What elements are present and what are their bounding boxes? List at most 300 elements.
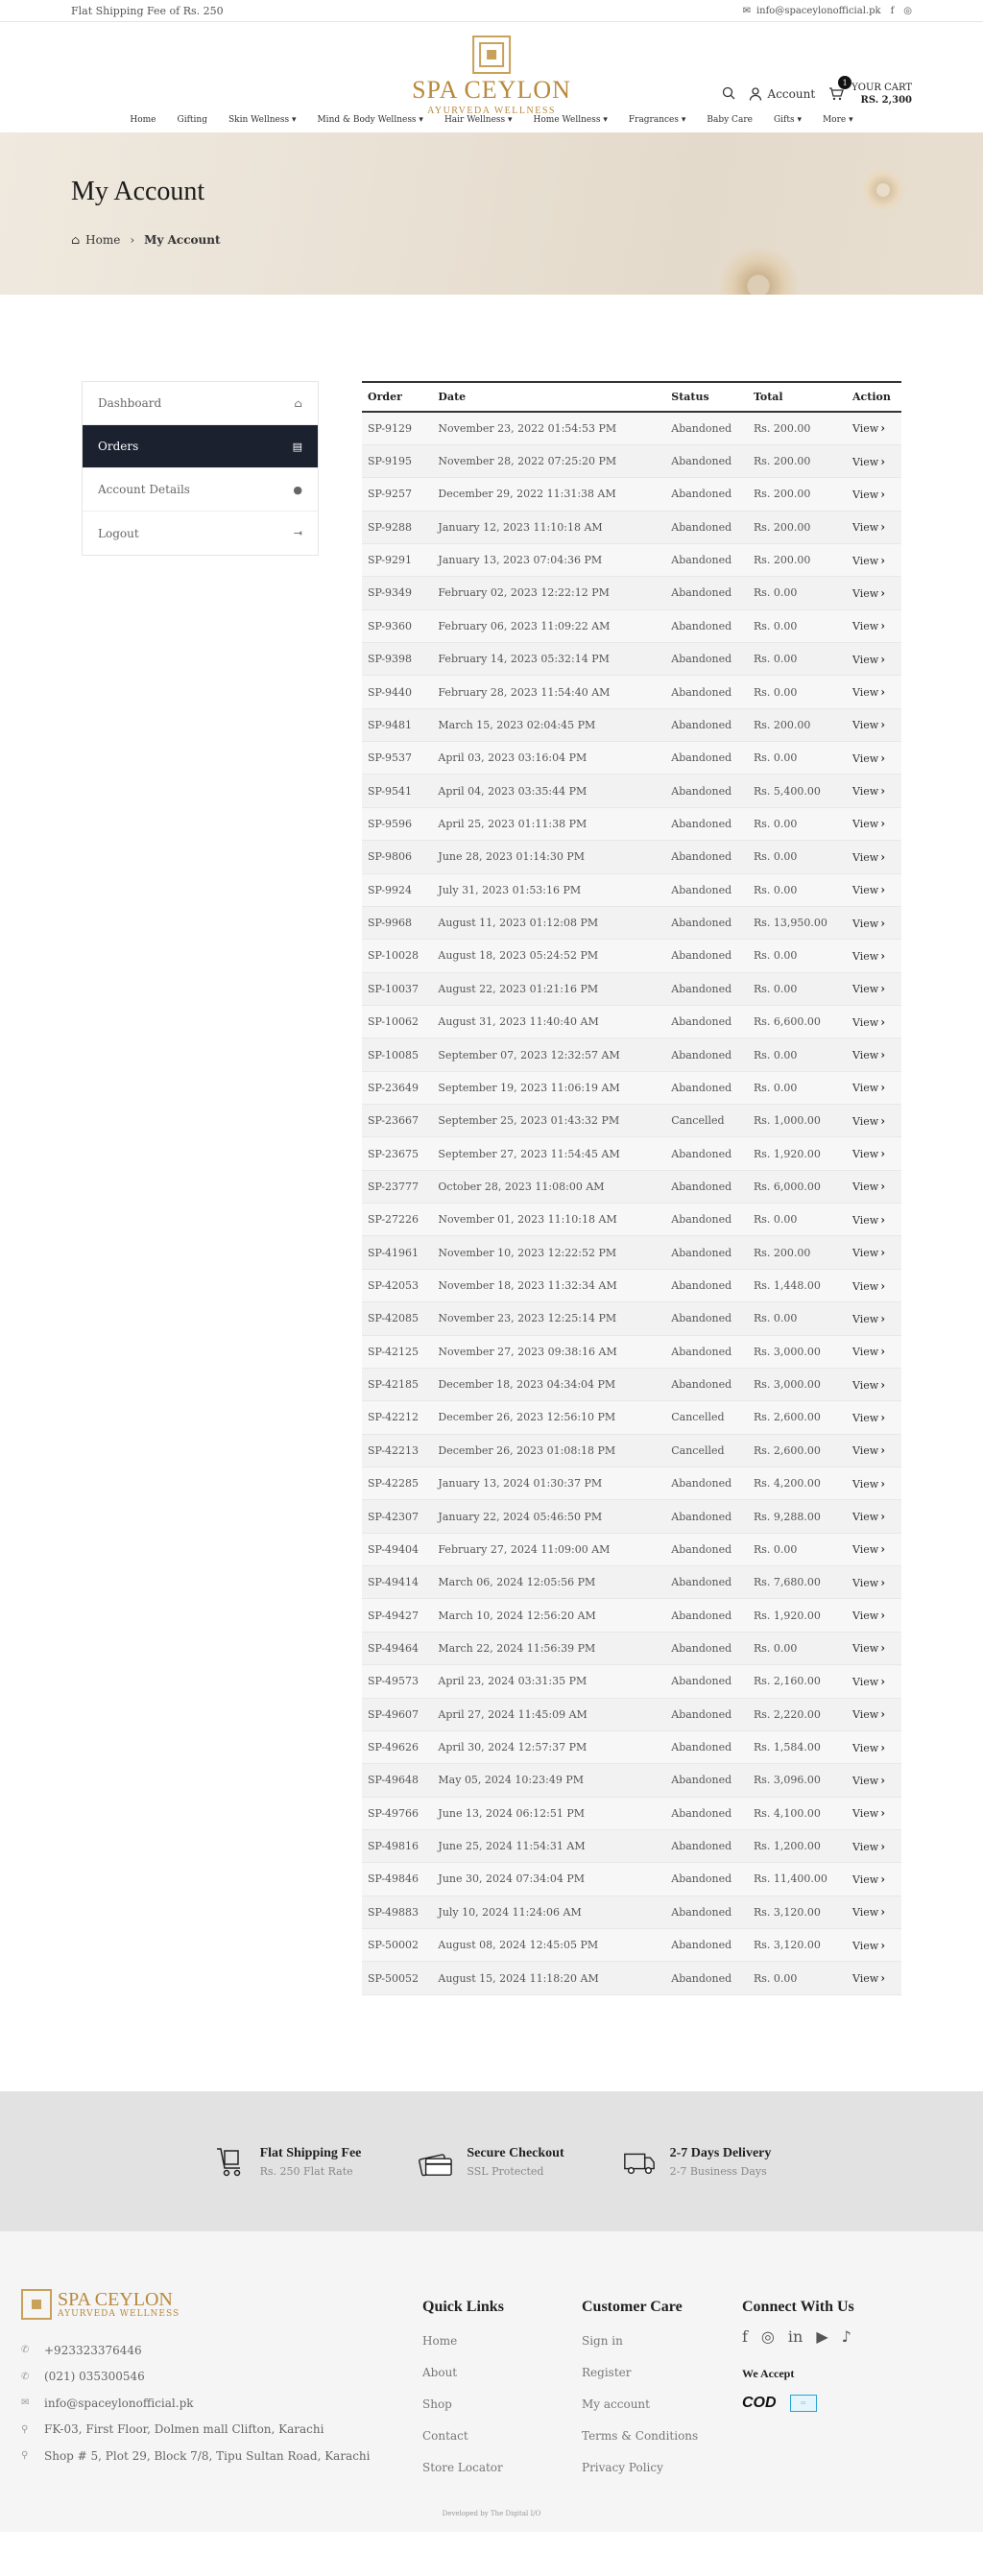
view-order-button[interactable] <box>847 841 901 873</box>
chevron-right-icon: › <box>880 454 886 468</box>
chevron-right-icon: › <box>880 948 886 963</box>
footer-link-store-locator[interactable]: Store Locator <box>422 2461 503 2474</box>
breadcrumb-home-label: Home <box>85 233 121 247</box>
order-number: SP-23675 <box>362 1137 432 1170</box>
order-date: March 10, 2024 12:56:20 AM <box>432 1599 665 1632</box>
table-row <box>362 940 901 972</box>
view-order-button[interactable] <box>847 1137 901 1170</box>
order-total: Rs. 1,920.00 <box>748 1599 847 1632</box>
view-order-button[interactable] <box>847 543 901 576</box>
order-status: Abandoned <box>665 940 748 972</box>
chevron-right-icon: › <box>880 1839 886 1853</box>
order-date: November 28, 2022 07:25:20 PM <box>432 444 665 477</box>
account-link[interactable] <box>749 87 816 101</box>
nav-home-wellness[interactable]: Home Wellness ▾ <box>533 115 608 125</box>
instagram-icon[interactable]: ◎ <box>903 5 912 16</box>
sidebar-item-logout[interactable] <box>83 512 318 555</box>
view-label: View <box>852 1247 879 1260</box>
sidebar-item-account-details[interactable] <box>83 468 318 512</box>
order-number: SP-49427 <box>362 1599 432 1632</box>
sidebar-item-label: Dashboard <box>98 396 162 410</box>
order-number: SP-10062 <box>362 1005 432 1038</box>
view-order-button[interactable] <box>847 1764 901 1797</box>
view-order-button[interactable] <box>847 873 901 906</box>
order-number: SP-9195 <box>362 444 432 477</box>
orders-table <box>362 381 901 1995</box>
chevron-right-icon: › <box>880 1773 886 1787</box>
order-number: SP-50002 <box>362 1929 432 1962</box>
view-label: View <box>852 1576 879 1589</box>
footer-link-sign-in[interactable]: Sign in <box>582 2334 623 2348</box>
chevron-right-icon: › <box>880 619 886 633</box>
view-order-button[interactable] <box>847 1632 901 1664</box>
view-order-button[interactable] <box>847 478 901 511</box>
view-order-button[interactable] <box>847 1500 901 1533</box>
order-date: July 10, 2024 11:24:06 AM <box>432 1896 665 1928</box>
view-label: View <box>852 1181 879 1194</box>
chevron-right-icon: › <box>880 817 886 831</box>
view-label: View <box>852 686 879 700</box>
view-order-button[interactable] <box>847 1863 901 1896</box>
order-total: Rs. 2,600.00 <box>748 1434 847 1467</box>
order-date: August 15, 2024 11:18:20 AM <box>432 1962 665 1994</box>
contact-landline[interactable] <box>21 2364 371 2391</box>
order-status: Abandoned <box>665 543 748 576</box>
view-order-button[interactable] <box>847 1005 901 1038</box>
order-date: November 27, 2023 09:38:16 AM <box>432 1335 665 1368</box>
email-link[interactable] <box>743 6 881 16</box>
phone-icon: ✆ <box>21 2345 30 2356</box>
order-total: Rs. 5,400.00 <box>748 775 847 807</box>
order-status: Abandoned <box>665 1929 748 1962</box>
view-order-button[interactable] <box>847 643 901 676</box>
order-number: SP-49573 <box>362 1665 432 1698</box>
orders-table-body <box>362 412 901 1994</box>
order-total: Rs. 3,000.00 <box>748 1368 847 1400</box>
order-total: Rs. 0.00 <box>748 1632 847 1664</box>
order-status: Abandoned <box>665 1632 748 1664</box>
table-row <box>362 1302 901 1335</box>
chevron-right-icon: › <box>880 1510 886 1524</box>
cod-badge: COD <box>742 2395 777 2411</box>
view-label: View <box>852 554 879 567</box>
footer-link-shop[interactable]: Shop <box>422 2397 452 2411</box>
view-label: View <box>852 1312 879 1325</box>
view-order-button[interactable] <box>847 609 901 642</box>
nav-fragrances[interactable]: Fragrances ▾ <box>628 115 686 125</box>
we-accept-title: We Accept <box>742 2367 795 2380</box>
logo-subtitle: AYURVEDA WELLNESS <box>427 106 556 116</box>
view-label: View <box>852 785 879 799</box>
footer-link-privacy[interactable]: Privacy Policy <box>582 2461 663 2474</box>
order-total: Rs. 3,000.00 <box>748 1335 847 1368</box>
order-date: August 31, 2023 11:40:40 AM <box>432 1005 665 1038</box>
sidebar-item-orders[interactable] <box>83 425 318 468</box>
nav-skin-wellness[interactable]: Skin Wellness ▾ <box>228 115 297 125</box>
view-order-button[interactable] <box>847 1269 901 1301</box>
order-total: Rs. 9,288.00 <box>748 1500 847 1533</box>
view-order-button[interactable] <box>847 940 901 972</box>
table-row <box>362 906 901 939</box>
table-row <box>362 511 901 543</box>
order-date: November 10, 2023 12:22:52 PM <box>432 1236 665 1269</box>
table-row <box>362 676 901 708</box>
order-total: Rs. 0.00 <box>748 676 847 708</box>
order-number: SP-23649 <box>362 1071 432 1104</box>
chevron-right-icon: › <box>880 1806 886 1821</box>
order-number: SP-10028 <box>362 940 432 972</box>
view-order-button[interactable] <box>847 708 901 741</box>
social-links <box>742 2327 854 2346</box>
order-total: Rs. 0.00 <box>748 742 847 775</box>
table-row <box>362 1566 901 1599</box>
view-label: View <box>852 653 879 666</box>
contact-phone[interactable] <box>21 2337 371 2364</box>
order-date: December 26, 2023 01:08:18 PM <box>432 1434 665 1467</box>
order-number: SP-42125 <box>362 1335 432 1368</box>
order-number: SP-42213 <box>362 1434 432 1467</box>
nav-home[interactable]: Home <box>130 115 156 125</box>
order-status: Cancelled <box>665 1105 748 1137</box>
table-row <box>362 708 901 741</box>
view-order-button[interactable] <box>847 807 901 840</box>
view-order-button[interactable] <box>847 1665 901 1698</box>
order-number: SP-49464 <box>362 1632 432 1664</box>
shipping-notice: Flat Shipping Fee of Rs. 250 <box>71 4 224 17</box>
order-date: September 25, 2023 01:43:32 PM <box>432 1105 665 1137</box>
view-order-button[interactable] <box>847 1401 901 1434</box>
search-icon[interactable] <box>722 86 735 103</box>
chevron-right-icon: › <box>880 718 886 732</box>
chevron-right-icon: › <box>880 751 886 765</box>
sidebar-item-label: Orders <box>98 440 139 453</box>
order-date: February 06, 2023 11:09:22 AM <box>432 609 665 642</box>
chevron-right-icon: › <box>880 685 886 700</box>
feature-delivery <box>622 2144 772 2179</box>
chevron-right-icon: › <box>880 1740 886 1754</box>
cart-button[interactable] <box>828 78 912 107</box>
order-number: SP-49414 <box>362 1566 432 1599</box>
order-date: April 03, 2023 03:16:04 PM <box>432 742 665 775</box>
order-total: Rs. 1,448.00 <box>748 1269 847 1301</box>
view-label: View <box>852 1939 879 1952</box>
order-date: September 27, 2023 11:54:45 AM <box>432 1137 665 1170</box>
view-order-button[interactable] <box>847 1170 901 1203</box>
order-status: Abandoned <box>665 1368 748 1400</box>
sidebar-item-dashboard[interactable] <box>83 382 318 425</box>
view-order-button[interactable] <box>847 1797 901 1829</box>
tiktok-icon[interactable]: ♪ <box>841 2327 851 2346</box>
card-icon <box>419 2144 453 2179</box>
order-status: Abandoned <box>665 1829 748 1862</box>
user-icon <box>749 87 762 101</box>
view-order-button[interactable] <box>847 972 901 1005</box>
feature-shipping <box>212 2144 362 2179</box>
chevron-right-icon: › <box>880 883 886 897</box>
order-status: Abandoned <box>665 1730 748 1763</box>
account-label: Account <box>767 87 816 101</box>
linkedin-icon[interactable]: in <box>787 2327 803 2346</box>
view-order-button[interactable] <box>847 1829 901 1862</box>
view-order-button[interactable] <box>847 1368 901 1400</box>
view-order-button[interactable] <box>847 1962 901 1994</box>
chevron-right-icon: › <box>880 1081 886 1095</box>
order-number: SP-9806 <box>362 841 432 873</box>
view-label: View <box>852 1774 879 1787</box>
order-total: Rs. 0.00 <box>748 643 847 676</box>
chevron-right-icon: › <box>880 421 886 436</box>
order-status: Abandoned <box>665 1302 748 1335</box>
chevron-right-icon: › <box>880 1180 886 1194</box>
order-total: Rs. 3,120.00 <box>748 1929 847 1962</box>
order-status: Abandoned <box>665 1500 748 1533</box>
feature-title: Secure Checkout <box>467 2145 564 2160</box>
view-label: View <box>852 1148 879 1161</box>
view-order-button[interactable] <box>847 742 901 775</box>
view-order-button[interactable] <box>847 1434 901 1467</box>
table-row <box>362 742 901 775</box>
view-order-button[interactable] <box>847 511 901 543</box>
view-label: View <box>852 1049 879 1061</box>
view-label: View <box>852 1610 879 1623</box>
table-row <box>362 873 901 906</box>
table-row <box>362 577 901 609</box>
order-status: Cancelled <box>665 1401 748 1434</box>
order-total: Rs. 200.00 <box>748 543 847 576</box>
table-row <box>362 1533 901 1565</box>
chevron-right-icon: › <box>880 1674 886 1688</box>
order-total: Rs. 200.00 <box>748 478 847 511</box>
chevron-right-icon: › <box>880 1905 886 1920</box>
order-number: SP-49607 <box>362 1698 432 1730</box>
order-status: Abandoned <box>665 841 748 873</box>
feature-title: 2-7 Days Delivery <box>669 2145 772 2160</box>
order-date: September 07, 2023 12:32:57 AM <box>432 1038 665 1071</box>
view-label: View <box>852 1114 879 1128</box>
order-status: Abandoned <box>665 775 748 807</box>
order-total: Rs. 0.00 <box>748 577 847 609</box>
view-order-button[interactable] <box>847 1071 901 1104</box>
view-label: View <box>852 850 879 864</box>
order-date: November 23, 2022 01:54:53 PM <box>432 412 665 444</box>
view-label: View <box>852 1807 879 1821</box>
order-status: Abandoned <box>665 1533 748 1565</box>
view-label: View <box>852 719 879 732</box>
view-order-button[interactable] <box>847 577 901 609</box>
order-total: Rs. 200.00 <box>748 444 847 477</box>
view-order-button[interactable] <box>847 1302 901 1335</box>
nav-baby-care[interactable]: Baby Care <box>707 115 753 125</box>
footer-link-terms[interactable]: Terms & Conditions <box>582 2429 699 2443</box>
order-date: September 19, 2023 11:06:19 AM <box>432 1071 665 1104</box>
view-order-button[interactable] <box>847 676 901 708</box>
order-total: Rs. 4,200.00 <box>748 1467 847 1500</box>
view-order-button[interactable] <box>847 1335 901 1368</box>
table-row <box>362 1105 901 1137</box>
order-date: March 15, 2023 02:04:45 PM <box>432 708 665 741</box>
table-row <box>362 1632 901 1664</box>
table-header-row <box>362 382 901 412</box>
nav-gifting[interactable]: Gifting <box>177 115 207 125</box>
developer-credit: Developed by The Digital I/O <box>442 2510 541 2517</box>
contact-email[interactable] <box>21 2390 371 2417</box>
order-number: SP-9360 <box>362 609 432 642</box>
order-number: SP-9537 <box>362 742 432 775</box>
feature-subtitle: Rs. 250 Flat Rate <box>259 2164 353 2178</box>
column-header-status: Status <box>665 382 748 412</box>
site-logo[interactable] <box>412 36 571 116</box>
order-number: SP-49846 <box>362 1863 432 1896</box>
view-label: View <box>852 1675 879 1688</box>
column-header-action: Action <box>847 382 901 412</box>
order-date: November 18, 2023 11:32:34 AM <box>432 1269 665 1301</box>
table-row <box>362 609 901 642</box>
order-status: Abandoned <box>665 708 748 741</box>
table-row <box>362 444 901 477</box>
order-number: SP-9257 <box>362 478 432 511</box>
instagram-icon[interactable]: ◎ <box>760 2327 775 2346</box>
view-order-button[interactable] <box>847 1204 901 1236</box>
page-banner <box>0 132 983 295</box>
chevron-right-icon: › <box>880 553 886 567</box>
order-status: Abandoned <box>665 1566 748 1599</box>
nav-more[interactable]: More ▾ <box>822 115 853 125</box>
order-status: Abandoned <box>665 1071 748 1104</box>
location-icon: ⚲ <box>21 2450 29 2462</box>
order-status: Abandoned <box>665 1005 748 1038</box>
breadcrumb-home[interactable] <box>71 233 120 247</box>
order-date: April 23, 2024 03:31:35 PM <box>432 1665 665 1698</box>
chevron-right-icon: › <box>880 1212 886 1227</box>
order-status: Abandoned <box>665 1764 748 1797</box>
table-row <box>362 643 901 676</box>
view-order-button[interactable] <box>847 1038 901 1071</box>
footer-link-my-account[interactable]: My account <box>582 2397 650 2411</box>
view-order-button[interactable] <box>847 1236 901 1269</box>
table-row <box>362 1170 901 1203</box>
chevron-right-icon: › <box>880 1113 886 1128</box>
order-status: Abandoned <box>665 1269 748 1301</box>
order-status: Abandoned <box>665 609 748 642</box>
contact-address <box>21 2417 371 2444</box>
table-row <box>362 1500 901 1533</box>
order-date: April 30, 2024 12:57:37 PM <box>432 1730 665 1763</box>
sidebar-item-label: Account Details <box>98 483 190 496</box>
order-total: Rs. 13,950.00 <box>748 906 847 939</box>
view-order-button[interactable] <box>847 1105 901 1137</box>
contact-text: info@spaceylonofficial.pk <box>44 2396 194 2410</box>
order-number: SP-9291 <box>362 543 432 576</box>
view-order-button[interactable] <box>847 1730 901 1763</box>
cart-label: YOUR CART <box>851 83 912 93</box>
view-order-button[interactable] <box>847 1533 901 1565</box>
email-text: info@spaceylonofficial.pk <box>755 5 881 16</box>
view-order-button[interactable] <box>847 1698 901 1730</box>
order-status: Abandoned <box>665 1863 748 1896</box>
order-total: Rs. 1,584.00 <box>748 1730 847 1763</box>
facebook-icon[interactable]: f <box>890 5 895 16</box>
feature-secure-checkout <box>419 2144 563 2179</box>
footer-link-home[interactable]: Home <box>422 2334 458 2348</box>
order-total: Rs. 0.00 <box>748 807 847 840</box>
order-status: Abandoned <box>665 742 748 775</box>
order-total: Rs. 1,200.00 <box>748 1829 847 1862</box>
order-number: SP-9596 <box>362 807 432 840</box>
quick-links-column <box>422 2299 504 2484</box>
order-total: Rs. 7,680.00 <box>748 1566 847 1599</box>
view-order-button[interactable] <box>847 412 901 444</box>
order-status: Abandoned <box>665 676 748 708</box>
nav-gifts[interactable]: Gifts ▾ <box>773 115 802 125</box>
view-order-button[interactable] <box>847 1566 901 1599</box>
footer-logo[interactable] <box>21 2289 180 2320</box>
view-label: View <box>852 488 879 501</box>
order-status: Abandoned <box>665 873 748 906</box>
order-number: SP-49404 <box>362 1533 432 1565</box>
view-order-button[interactable] <box>847 1896 901 1928</box>
view-order-button[interactable] <box>847 775 901 807</box>
footer-link-about[interactable]: About <box>422 2366 458 2379</box>
order-total: Rs. 0.00 <box>748 1962 847 1994</box>
contact-text: (021) 035300546 <box>44 2370 145 2384</box>
account-section <box>0 295 983 2091</box>
view-order-button[interactable] <box>847 1599 901 1632</box>
view-order-button[interactable] <box>847 906 901 939</box>
order-status: Abandoned <box>665 643 748 676</box>
view-label: View <box>852 422 879 436</box>
view-label: View <box>852 521 879 535</box>
table-row <box>362 1269 901 1301</box>
order-status: Abandoned <box>665 1335 748 1368</box>
nav-mind-body-wellness[interactable]: Mind & Body Wellness ▾ <box>317 115 423 125</box>
view-order-button[interactable] <box>847 1467 901 1500</box>
chevron-right-icon: › <box>880 1246 886 1260</box>
nav-hair-wellness[interactable]: Hair Wellness ▾ <box>444 115 513 125</box>
view-label: View <box>852 1642 879 1656</box>
order-number: SP-9924 <box>362 873 432 906</box>
chevron-right-icon: › <box>880 1971 886 1986</box>
order-date: March 22, 2024 11:56:39 PM <box>432 1632 665 1664</box>
order-status: Abandoned <box>665 511 748 543</box>
order-number: SP-42285 <box>362 1467 432 1500</box>
chevron-right-icon: › <box>880 1048 886 1061</box>
order-date: December 18, 2023 04:34:04 PM <box>432 1368 665 1400</box>
facebook-icon[interactable]: f <box>742 2327 748 2346</box>
table-row <box>362 1368 901 1400</box>
order-total: Rs. 200.00 <box>748 412 847 444</box>
order-total: Rs. 0.00 <box>748 609 847 642</box>
footer-link-contact[interactable]: Contact <box>422 2429 468 2443</box>
logo-mark <box>472 36 511 74</box>
chevron-right-icon: › <box>880 1147 886 1161</box>
cart-total: RS. 2,300 <box>860 95 912 106</box>
footer-link-register[interactable]: Register <box>582 2366 632 2379</box>
view-label: View <box>852 1708 879 1722</box>
order-total: Rs. 6,600.00 <box>748 1005 847 1038</box>
order-date: June 30, 2024 07:34:04 PM <box>432 1863 665 1896</box>
view-order-button[interactable] <box>847 444 901 477</box>
order-date: October 28, 2023 11:08:00 AM <box>432 1170 665 1203</box>
youtube-icon[interactable]: ▶ <box>816 2327 828 2346</box>
view-order-button[interactable] <box>847 1929 901 1962</box>
order-total: Rs. 0.00 <box>748 1038 847 1071</box>
chevron-right-icon: › <box>880 1476 886 1491</box>
order-number: SP-9288 <box>362 511 432 543</box>
contact-address <box>21 2443 371 2469</box>
logo-mark <box>21 2289 52 2320</box>
order-number: SP-49816 <box>362 1829 432 1862</box>
breadcrumb <box>71 233 221 247</box>
